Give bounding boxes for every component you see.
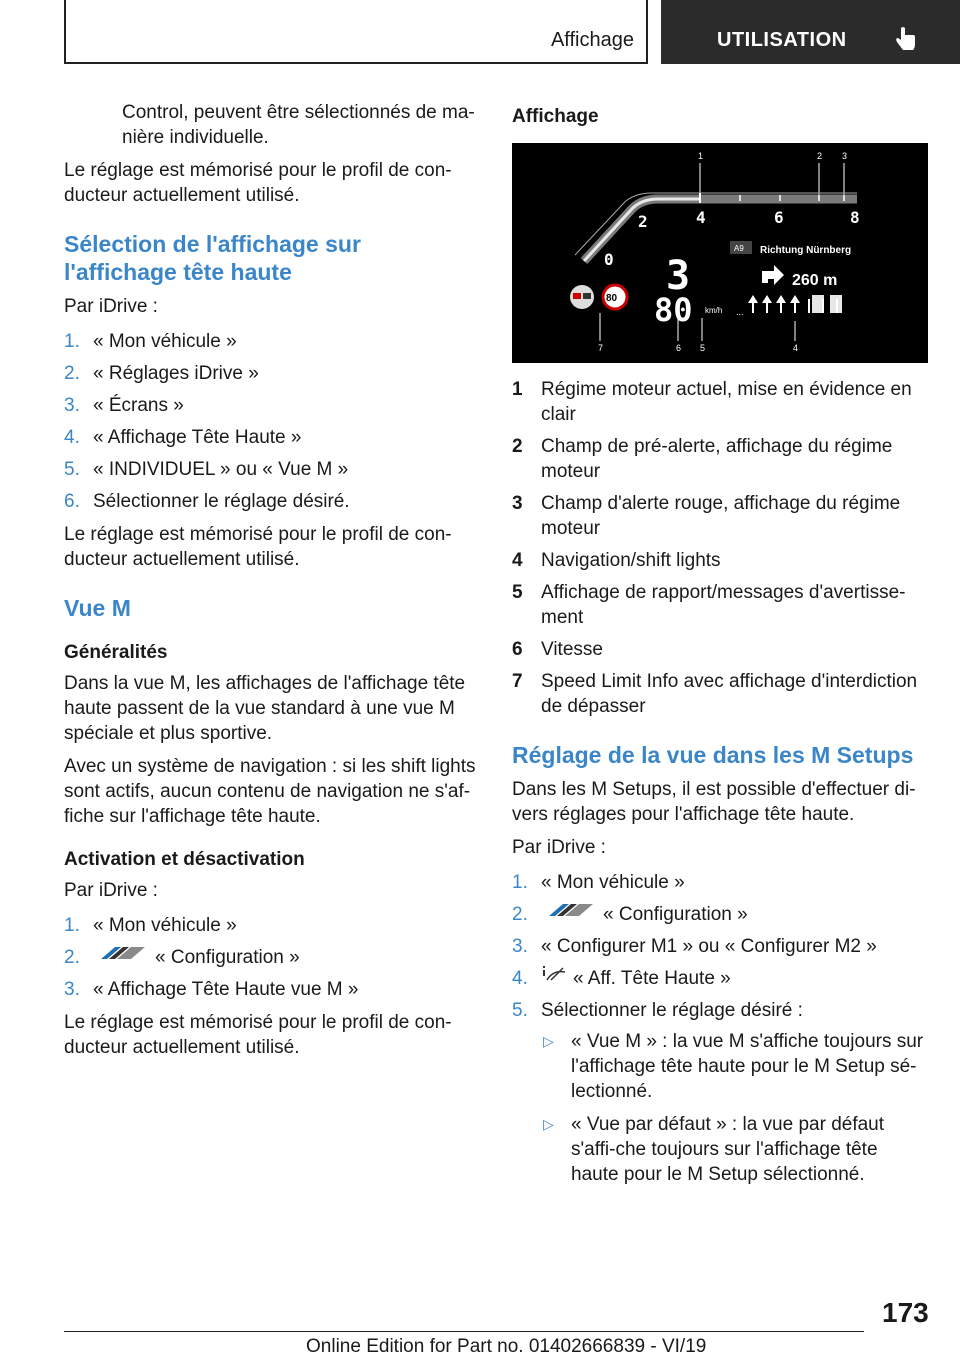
steps-list-selection [64,329,480,514]
left-column [64,100,480,1068]
triangle-bullet-icon: ▷ [543,1033,554,1049]
idrive-label: Par iDrive : [64,880,158,901]
heading-vue-m: Vue M [64,595,131,621]
distance-label: 260 m [792,272,838,289]
edition-note: Online Edition for Part no. 01402666839 - VI/19 [306,1336,707,1357]
hud-illustration [512,143,928,363]
m-stripes-icon [547,900,595,925]
memo-paragraph: Le réglage est mémorisé pour le profil de con-ducteur actuellement utilisé. [64,160,452,206]
heading-m-setups: Réglage de la vue dans les M Setups [512,742,914,768]
list-item: 5 Affichage de rapport/messages d'avertisse-ment [512,582,906,628]
memo-paragraph: Le réglage est mémorisé pour le profil de con-ducteur actuellement utilisé. [64,1012,452,1058]
subheading-general: Généralités [64,642,168,663]
steps-list-activation [64,913,480,1002]
section-title: Affichage [550,29,634,51]
footer-divider [64,1331,864,1332]
setups-paragraph: Dans les M Setups, il est possible d'effectuer di-vers réglages pour l'affichage tête haute. [512,779,916,825]
turn-right-arrow-icon [762,265,784,285]
options-list [541,1029,928,1187]
general-paragraph: Dans la vue M, les affichages de l'affichage tête haute passent de la vue standard à une vue M spéciale et plus sportive. [64,673,466,744]
list-item: 2. « Réglages iDrive » [64,363,259,384]
rpm-scale-label: 4 [696,208,706,227]
page-number: 173 [882,1297,929,1328]
callout-label: 7 [598,343,604,353]
list-item: 2. « Configuration » [512,902,928,927]
legend-list [512,377,928,719]
list-item: 1. « Mon véhicule » [512,872,685,893]
list-item: 2 Champ de pré-alerte, affichage du régime moteur [512,436,893,482]
speed-value: 80 [654,291,693,329]
list-item: ▷ « Vue M » : la vue M s'affiche toujours sur l'affichage tête haute pour le M Setup sé-lectionné. [543,1031,924,1102]
heading-hud-selection: Sélection de l'affichage sur l'affichage tête haute [64,231,361,285]
list-item: 4. « Affichage Tête Haute » [64,427,302,448]
list-item: 3. « Affichage Tête Haute vue M » [64,979,359,1000]
callout-label: 3 [842,151,848,161]
subheading-activation: Activation et désactivation [64,849,305,870]
road-label: A9 [734,244,744,253]
callout-label: 4 [793,343,799,353]
subheading-affichage: Affichage [512,106,599,127]
callout-label: 2 [817,151,823,161]
list-item: 1 Régime moteur actuel, mise en évidence en clair [512,379,912,425]
callout-label: 5 [700,343,706,353]
rpm-scale-label: 6 [774,208,784,227]
callout-label: 6 [676,343,682,353]
general-paragraph-nav: Avec un système de navigation : si les shift lights sont actifs, aucun contenu de navigation ne s'af-fiche sur l'affichage tête haute. [64,756,476,827]
rpm-scale-label: 8 [850,208,860,227]
list-item: 5. Sélectionner le réglage désiré : ▷ « Vue M » : la vue M s'affiche toujours sur l'affichage tête haute pour le M Setup sé-lectionné. ▷ « Vue par défaut » : la vue par défaut s'affi-che toujours sur l'affichage tête haute pour le M Setup sélectionné. [512,998,928,1187]
list-item: 4 Navigation/shift lights [512,550,721,571]
list-item: 5. « INDIVIDUEL » ou « Vue M » [64,459,349,480]
speed-limit-value: 80 [606,293,618,304]
rpm-scale-label: 0 [604,250,614,269]
list-item: 3. « Écrans » [64,395,184,416]
list-item: ▷ « Vue par défaut » : la vue par défaut s'affi-che toujours sur l'affichage tête haute pour le M Setup sélectionné. [543,1114,885,1185]
m-stripes-icon [99,943,147,968]
steps-list-setups [512,870,928,1187]
idrive-label: Par iDrive : [64,296,158,317]
speed-unit: km/h [705,306,723,315]
right-column [512,100,928,1195]
list-item: 6. Sélectionner le réglage désiré. [64,491,350,512]
triangle-bullet-icon: ▷ [543,1116,554,1132]
head-up-display-icon [541,964,567,989]
list-item: 1. « Mon véhicule » [64,331,237,352]
list-item: 1. « Mon véhicule » [64,915,237,936]
list-item: 6 Vitesse [512,639,603,660]
memo-paragraph: Le réglage est mémorisé pour le profil de con-ducteur actuellement utilisé. [64,524,452,570]
idrive-label: Par iDrive : [512,837,606,858]
list-item: 2. « Configuration » [64,945,480,970]
gear-indicator: 3 [666,253,691,299]
chapter-title: UTILISATION [717,29,847,51]
list-item: 3 Champ d'alerte rouge, affichage du régime moteur [512,493,901,539]
direction-label: Richtung Nürnberg [760,245,852,256]
intro-continuation: Control, peuvent être sélectionnés de ma-nière individuelle. [122,102,475,148]
callout-label: 1 [698,151,704,161]
list-item: 7 Speed Limit Info avec affichage d'interdiction de dépasser [512,671,918,717]
pointing-hand-icon [895,26,917,57]
header-chapter-box [661,0,960,64]
rpm-scale-label: 2 [638,212,648,231]
svg-text:...: ... [736,307,744,317]
header-section-box [64,0,648,64]
list-item: 4. « Aff. Tête Haute » [512,966,928,991]
list-item: 3. « Configurer M1 » ou « Configurer M2 » [512,936,877,957]
